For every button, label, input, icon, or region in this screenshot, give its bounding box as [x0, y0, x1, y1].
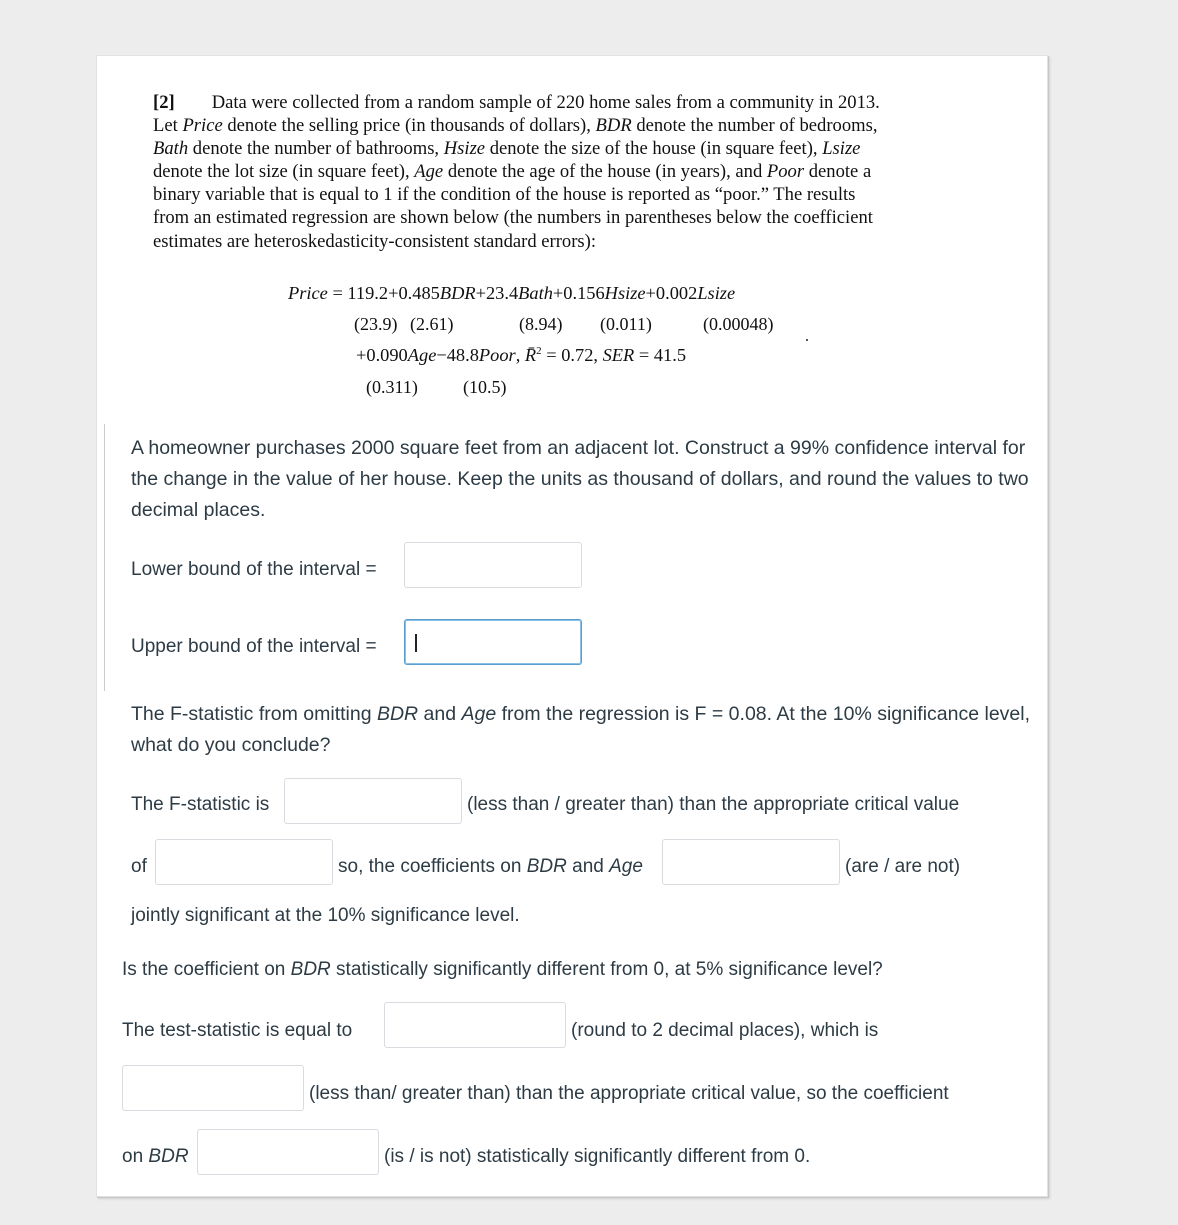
test-stat-label: The test-statistic is equal to — [122, 1020, 353, 1041]
eq-superscript: 2 — [536, 345, 542, 357]
q3-text-part: statistically significantly different from 0, at 5% significance level? — [330, 959, 883, 980]
eq-price: Price — [288, 283, 328, 303]
text-caret — [415, 634, 417, 652]
compare-after: (less than/ greater than) than the appropriate critical value, so the coefficient — [309, 1083, 949, 1104]
compare-field[interactable] — [123, 1066, 303, 1110]
fstat-input[interactable] — [284, 778, 462, 824]
are-label: (are / are not) — [845, 856, 961, 877]
eq-rbar: R̄ — [524, 345, 537, 366]
lower-bound-label: Lower bound of the interval = — [131, 559, 377, 580]
so-text — [338, 856, 643, 878]
se-lsize: (0.00048) — [703, 314, 774, 334]
eq-text: +0.090 — [356, 345, 408, 366]
of-label: of — [131, 856, 147, 877]
intro-text: denote a — [804, 161, 872, 183]
fstat-after: (less than / greater than) than the appropriate critical value — [467, 794, 960, 815]
are-field[interactable] — [663, 840, 839, 884]
q2-bdr: BDR — [376, 703, 419, 725]
q3-question — [122, 959, 883, 981]
document-page — [96, 55, 1048, 1197]
eq-lsize: Lsize — [697, 283, 736, 303]
eq-text: −48.8 — [436, 345, 479, 366]
is-label: (is / is not) statistically significantly different from 0. — [384, 1146, 811, 1167]
so-age: Age — [609, 856, 643, 877]
intro-text: denote the number of bathrooms, — [188, 138, 444, 160]
question-focus-bar — [104, 424, 105, 691]
test-stat-field[interactable] — [385, 1003, 565, 1047]
equation-line-1 — [288, 283, 735, 304]
q2-text-part: from the regression is F = 0.08. At the 10% significance level, what do you conclude? — [131, 703, 1031, 756]
problem-statement — [153, 91, 953, 253]
se-bath: (8.94) — [519, 314, 563, 334]
upper-bound-input[interactable] — [404, 619, 582, 665]
eq-bdr: BDR — [439, 283, 476, 303]
eq-text: +23.4 — [475, 283, 519, 303]
critical-value-field[interactable] — [156, 840, 332, 884]
upper-bound-label: Upper bound of the interval = — [131, 636, 377, 657]
so-bdr: BDR — [526, 856, 567, 877]
so-text-part: and — [566, 856, 610, 877]
are-input[interactable] — [662, 839, 840, 885]
fstat-label: The F-statistic is — [131, 794, 270, 815]
intro-text: denote the selling price (in thousands of dollars), — [222, 115, 596, 137]
intro-text: denote the lot size (in square feet), — [153, 161, 415, 183]
on-bdr: BDR — [148, 1146, 189, 1167]
q2-text-part: The F-statistic from omitting — [131, 703, 377, 725]
eq-ser: SER — [602, 345, 635, 366]
var-bdr: BDR — [595, 115, 632, 137]
eq-bath: Bath — [518, 283, 553, 303]
var-hsize: Hsize — [443, 138, 486, 160]
on-text: on — [122, 1146, 149, 1167]
test-stat-after: (round to 2 decimal places), which is — [571, 1020, 879, 1041]
var-poor: Poor — [766, 161, 805, 183]
se-hsize: (0.011) — [600, 314, 652, 334]
intro-line-6: from an estimated regression are shown below (the numbers in parentheses below the coefficient — [153, 207, 873, 229]
eq-poor: Poor — [478, 345, 516, 366]
q1-text: A homeowner purchases 2000 square feet from an adjacent lot. Construct a 99% confidence interval for the change in the value of her house. Keep the units as thousand of dollars, and round the values to two decimal places. — [131, 437, 1029, 521]
var-age: Age — [414, 161, 444, 183]
lower-bound-input[interactable] — [404, 542, 582, 588]
eq-text: = 0.72, — [541, 345, 603, 366]
on-bdr-label — [122, 1146, 189, 1168]
se-poor: (10.5) — [463, 377, 507, 397]
intro-text: denote the size of the house (in square feet), — [485, 138, 823, 160]
intro-text: denote the age of the house (in years), and — [443, 161, 767, 183]
problem-number: [2] — [153, 92, 175, 113]
intro-text: Let — [153, 115, 183, 137]
intro-line-1: Data were collected from a random sample of 220 home sales from a community in 2013. — [211, 92, 880, 113]
stray-dot — [806, 339, 808, 341]
so-text-part: so, the coefficients on — [338, 856, 527, 877]
var-lsize: Lsize — [822, 138, 861, 160]
equation-line-2 — [356, 345, 686, 366]
compare-input[interactable] — [122, 1065, 304, 1111]
intro-line-7: estimates are heteroskedasticity-consistent standard errors): — [153, 230, 596, 252]
q3-bdr: BDR — [290, 959, 331, 980]
eq-age: Age — [407, 345, 437, 366]
eq-text: = 119.2+0.485 — [332, 283, 440, 303]
eq-text: = 41.5 — [634, 345, 687, 366]
q2-age: Age — [461, 703, 497, 725]
fstat-field[interactable] — [285, 779, 461, 823]
is-field[interactable] — [198, 1130, 378, 1174]
test-stat-input[interactable] — [384, 1002, 566, 1048]
eq-text: , — [515, 345, 525, 366]
eq-text: +0.002 — [645, 283, 698, 303]
intro-text: denote the number of bedrooms, — [631, 115, 878, 137]
critical-value-input[interactable] — [155, 839, 333, 885]
se-bdr: (2.61) — [410, 314, 454, 334]
var-price: Price — [182, 115, 223, 137]
lower-bound-field[interactable] — [405, 543, 581, 587]
q2-text — [131, 699, 1031, 761]
intro-line-5: binary variable that is equal to 1 if the condition of the house is reported as “poor.” The results — [153, 184, 856, 206]
q3-text-part: Is the coefficient on — [122, 959, 291, 980]
eq-hsize: Hsize — [604, 283, 646, 303]
se-age: (0.311) — [366, 377, 418, 397]
se-const: (23.9) — [354, 314, 398, 334]
q2-text-part: and — [418, 703, 462, 725]
eq-text: +0.156 — [552, 283, 605, 303]
jointly-text: jointly significant at the 10% significance level. — [131, 905, 520, 926]
is-input[interactable] — [197, 1129, 379, 1175]
var-bath: Bath — [153, 138, 189, 160]
